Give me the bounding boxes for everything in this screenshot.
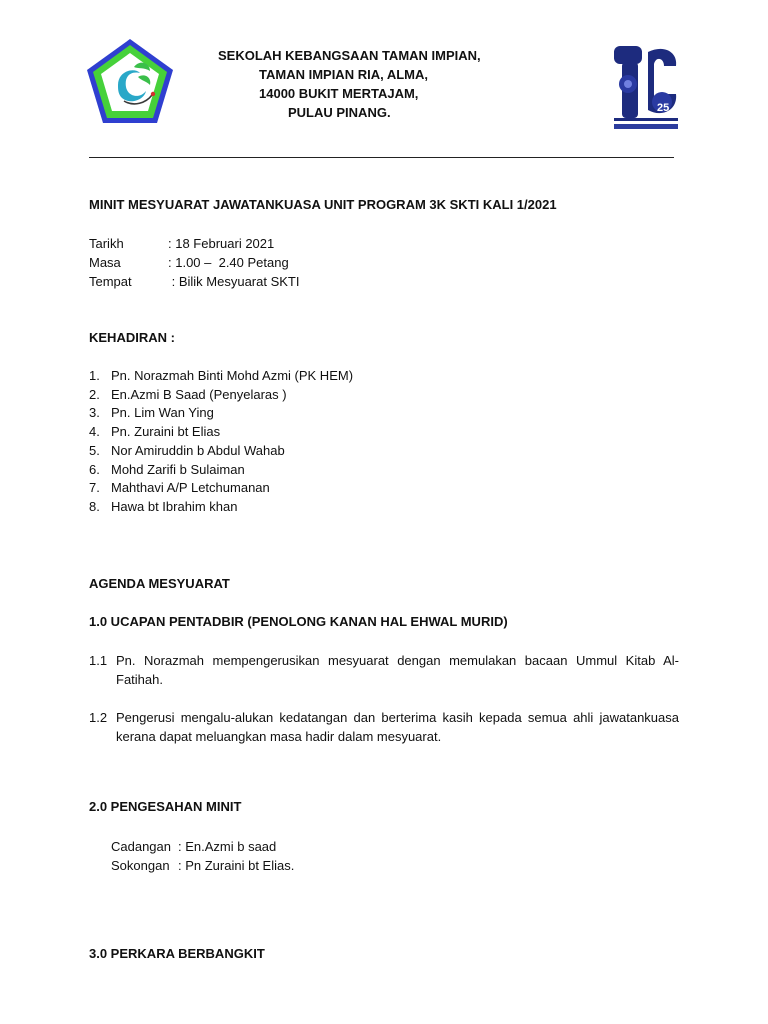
list-item-number: 5. bbox=[89, 442, 100, 458]
list-item-number: 4. bbox=[89, 424, 100, 440]
item-text: Pn. Norazmah mempengerusikan mesyuarat dengan memulakan bacaan Ummul Kitab Al-Fatihah. bbox=[116, 653, 679, 687]
section-1-item bbox=[89, 708, 679, 746]
list-item-number: 1. bbox=[89, 368, 100, 383]
list-item-name: Pn. Zuraini bt Elias bbox=[111, 424, 221, 440]
list-item-name: Hawa bt Ibrahim khan bbox=[111, 498, 238, 514]
header-divider bbox=[89, 157, 674, 158]
section-3-heading: 3.0 PERKARA BERBANGKIT bbox=[89, 946, 265, 961]
item-number: 1.2 bbox=[89, 710, 108, 725]
section-1-heading: 1.0 UCAPAN PENTADBIR (PENOLONG KANAN HAL EHWAL MURID) bbox=[89, 614, 508, 629]
meta-value: : Bilik Mesyuarat SKTI bbox=[168, 274, 300, 289]
school-address-line: TAMAN IMPIAN RIA, ALMA, bbox=[259, 67, 428, 82]
list-item bbox=[89, 367, 353, 386]
list-item-number: 7. bbox=[89, 480, 100, 496]
meta-row-place bbox=[89, 272, 299, 291]
agenda-heading: AGENDA MESYUARAT bbox=[89, 576, 230, 591]
list-item bbox=[89, 498, 353, 517]
anniversary-25-logo bbox=[612, 44, 680, 132]
proposer-row bbox=[111, 837, 294, 856]
list-item-number: 2. bbox=[89, 386, 100, 402]
meta-row-date bbox=[89, 234, 299, 253]
list-item bbox=[89, 461, 353, 480]
list-item bbox=[89, 442, 353, 461]
list-item-name: Mahthavi A/P Letchumanan bbox=[111, 480, 270, 496]
list-item bbox=[89, 479, 353, 498]
list-item bbox=[89, 386, 353, 405]
list-item-number: 6. bbox=[89, 461, 100, 477]
list-item-name: Mohd Zarifi b Sulaiman bbox=[111, 461, 245, 477]
seconder-label: Sokongan bbox=[111, 858, 170, 873]
meta-row-time bbox=[89, 253, 299, 272]
logo-badge-number: 25 bbox=[657, 102, 670, 114]
list-item-name: Pn. Lim Wan Ying bbox=[111, 405, 214, 421]
meta-label: Tempat bbox=[89, 274, 132, 289]
attendance-list bbox=[89, 367, 353, 517]
item-number: 1.1 bbox=[89, 653, 108, 668]
seconder-row bbox=[111, 856, 294, 875]
item-text: Pengerusi mengalu-alukan kedatangan dan berterima kasih kepada semua ahli jawatankuasa kerana dapat meluangkan masa hadir dalam mesyuarat. bbox=[116, 710, 679, 744]
section-2-heading: 2.0 PENGESAHAN MINIT bbox=[89, 799, 242, 814]
proposer-label: Cadangan bbox=[111, 839, 171, 854]
proposer-value: : En.Azmi b saad bbox=[178, 839, 277, 854]
meeting-meta bbox=[89, 234, 299, 291]
document-title: MINIT MESYUARAT JAWATANKUASA UNIT PROGRAM 3K SKTI KALI 1/2021 bbox=[89, 197, 557, 212]
meta-label: Masa bbox=[89, 255, 121, 270]
section-1-item bbox=[89, 651, 679, 689]
school-state-line: PULAU PINANG. bbox=[288, 105, 391, 120]
list-item bbox=[89, 404, 353, 423]
list-item-number: 8. bbox=[89, 498, 100, 514]
meta-label: Tarikh bbox=[89, 236, 124, 251]
seconder-value: : Pn Zuraini bt Elias. bbox=[178, 858, 295, 873]
school-postcode-line: 14000 BUKIT MERTAJAM, bbox=[259, 86, 419, 101]
minutes-confirmation bbox=[111, 837, 294, 875]
school-name-line: SEKOLAH KEBANGSAAN TAMAN IMPIAN, bbox=[218, 48, 481, 63]
school-crest-logo bbox=[84, 37, 176, 127]
list-item-number: 3. bbox=[89, 405, 100, 421]
list-item-name: Nor Amiruddin b Abdul Wahab bbox=[111, 442, 285, 458]
list-item bbox=[89, 423, 353, 442]
meta-value: : 1.00 – 2.40 Petang bbox=[168, 255, 289, 270]
attendance-heading: KEHADIRAN : bbox=[89, 330, 175, 345]
list-item-name: En.Azmi B Saad (Penyelaras ) bbox=[111, 386, 287, 402]
list-item-name: Pn. Norazmah Binti Mohd Azmi (PK HEM) bbox=[111, 368, 354, 383]
meta-value: : 18 Februari 2021 bbox=[168, 236, 275, 251]
